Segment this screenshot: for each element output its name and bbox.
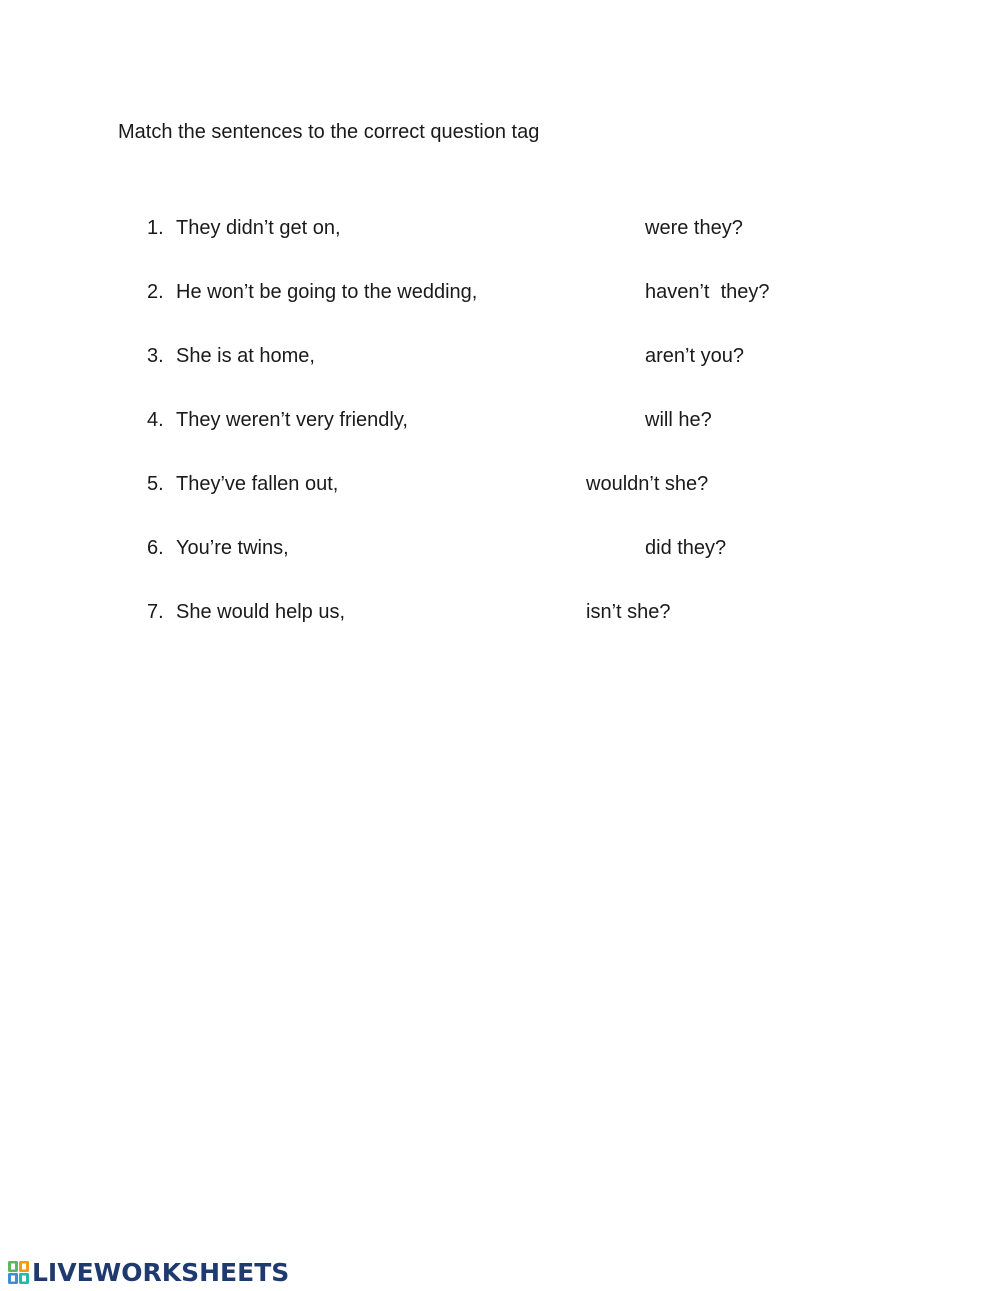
item-number: 2. (147, 281, 164, 303)
sentence-text: They weren’t very friendly, (176, 409, 408, 431)
sentence-text: You’re twins, (176, 537, 289, 559)
list-item (0, 277, 1000, 307)
list-item (0, 597, 1000, 627)
question-tag[interactable]: aren’t you? (645, 345, 744, 367)
item-number: 3. (147, 345, 164, 367)
instruction-text: Match the sentences to the correct question tag (118, 121, 540, 143)
liveworksheets-logo-icon (8, 1261, 30, 1285)
sentence-text: They didn’t get on, (176, 217, 341, 239)
question-tag[interactable]: did they? (645, 537, 727, 559)
question-tag[interactable]: will he? (645, 409, 712, 431)
item-number: 5. (147, 473, 164, 495)
item-number: 4. (147, 409, 164, 431)
question-tag[interactable]: wouldn’t she? (586, 473, 709, 495)
question-tag[interactable]: haven’t they? (645, 281, 770, 303)
list-item (0, 341, 1000, 371)
question-tag[interactable]: were they? (645, 217, 743, 239)
item-number: 7. (147, 601, 164, 623)
question-tag[interactable]: isn’t she? (586, 601, 671, 623)
list-item (0, 469, 1000, 499)
list-item (0, 213, 1000, 243)
brand-name: LIVEWORKSHEETS (32, 1258, 290, 1287)
sentence-text: She would help us, (176, 601, 346, 623)
item-number: 6. (147, 537, 164, 559)
footer-brand[interactable] (8, 1259, 289, 1287)
sentence-text: She is at home, (176, 345, 315, 367)
list-item (0, 533, 1000, 563)
sentence-text: He won’t be going to the wedding, (176, 281, 478, 303)
list-item (0, 405, 1000, 435)
sentence-text: They’ve fallen out, (176, 473, 339, 495)
item-number: 1. (147, 217, 164, 239)
